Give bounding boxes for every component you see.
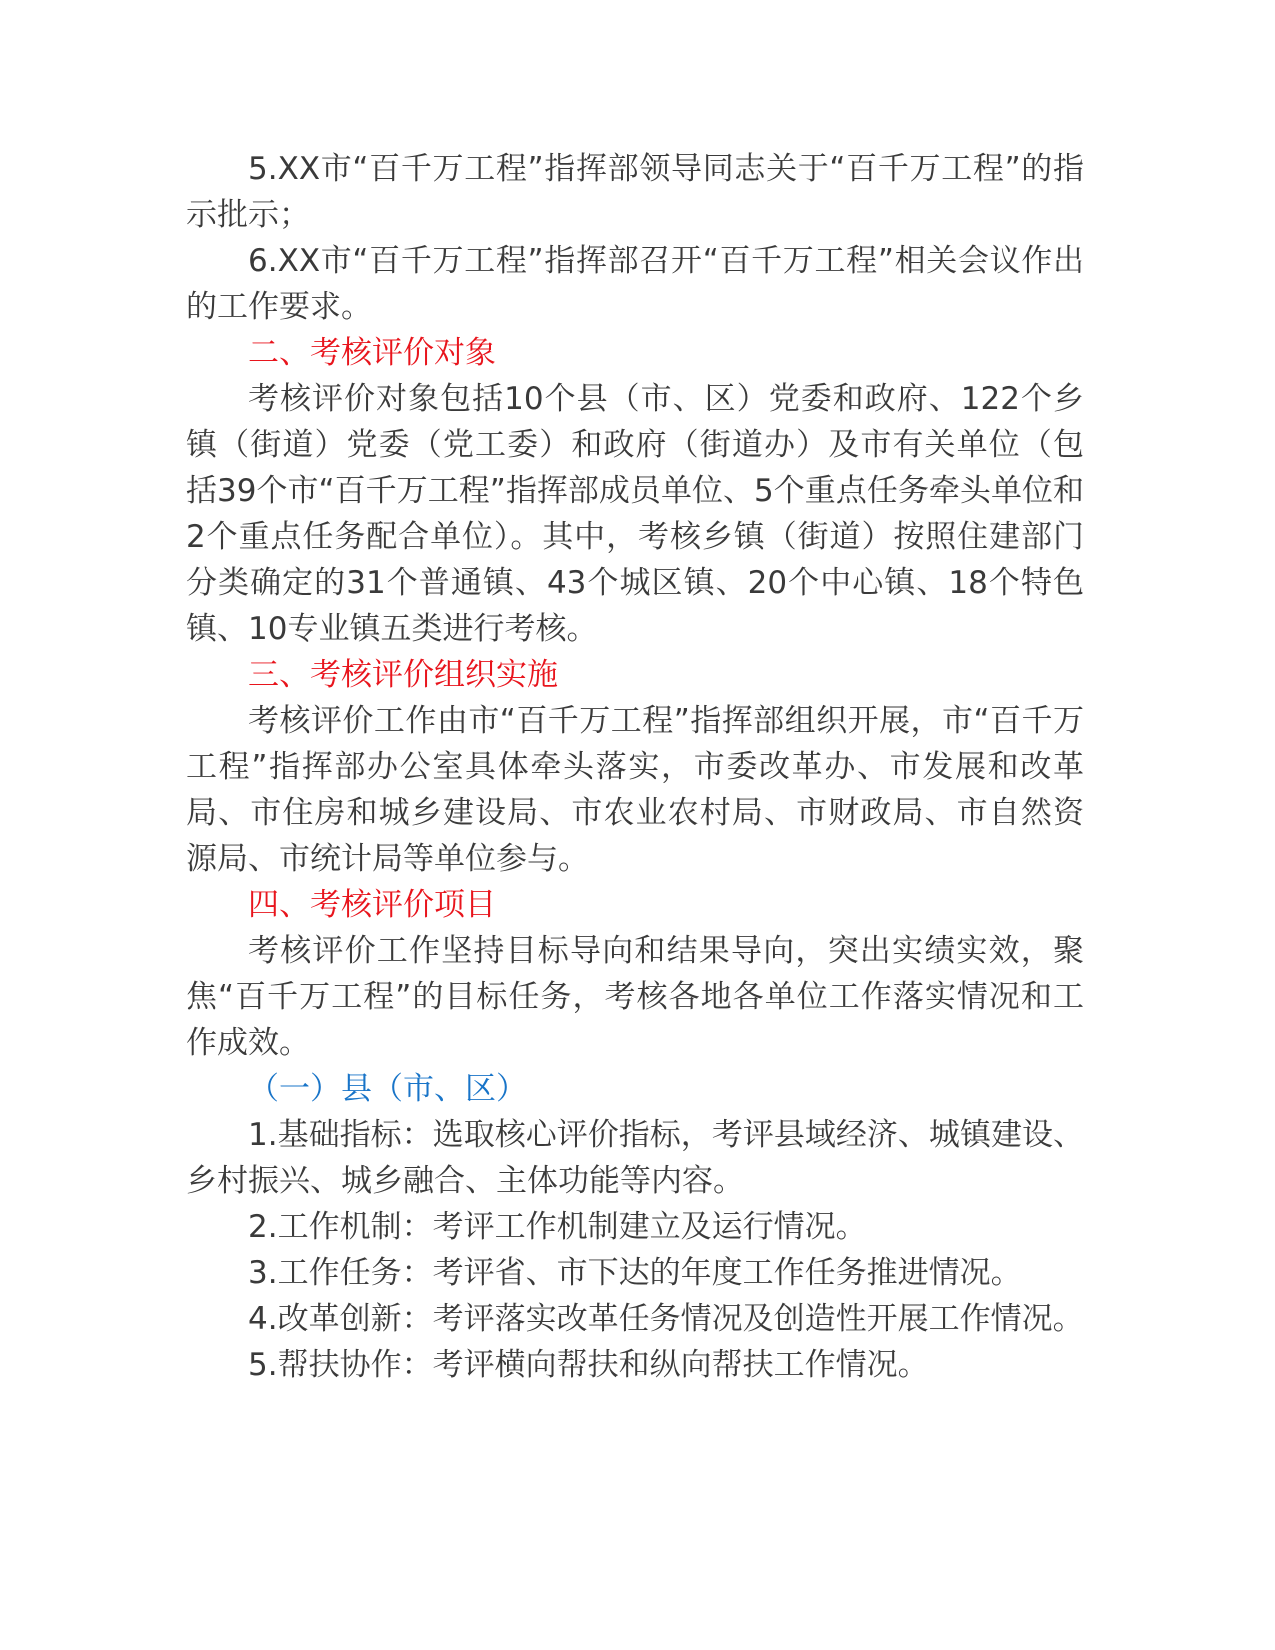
section-heading-2: 二、考核评价对象 [248, 335, 496, 371]
paragraph-evaluation-targets: 考核评价对象包括10个县（市、区）党委和政府、122个乡镇（街道）党委（党工委）和政府（街道办）及市有关单位（包括39个市“百千万工程”指挥部成员单位、5个重点任务牵头单位和2个重点任务配合单位）。其中，考核乡镇（街道）按照住建部门分类确定的31个普通镇、43个城区镇、20个中心镇、18个特色镇、10专业镇五类进行考核。 [186, 381, 1084, 647]
section-heading-4: 四、考核评价项目 [248, 887, 496, 923]
section-heading-3: 三、考核评价组织实施 [248, 657, 558, 693]
paragraph-organization: 考核评价工作由市“百千万工程”指挥部组织开展，市“百千万工程”指挥部办公室具体牵头落实，市委改革办、市发展和改革局、市住房和城乡建设局、市农业农村局、市财政局、市自然资源局、市统计局等单位参与。 [186, 703, 1084, 877]
list-item-work-mechanism: 2.工作机制：考评工作机制建立及运行情况。 [248, 1209, 867, 1245]
list-item-basic-indicators: 1.基础指标：选取核心评价指标，考评县域经济、城镇建设、乡村振兴、城乡融合、主体功能等内容。 [186, 1117, 1084, 1199]
subsection-heading-1: （一）县（市、区） [248, 1071, 527, 1107]
list-item-work-tasks: 3.工作任务：考评省、市下达的年度工作任务推进情况。 [248, 1255, 1022, 1291]
document-page [186, 146, 1084, 1388]
paragraph-item-5: 5.XX市“百千万工程”指挥部领导同志关于“百千万工程”的指示批示； [186, 151, 1084, 233]
list-item-reform-innovation: 4.改革创新：考评落实改革任务情况及创造性开展工作情况。 [248, 1301, 1084, 1337]
list-item-assistance-cooperation: 5.帮扶协作：考评横向帮扶和纵向帮扶工作情况。 [248, 1347, 929, 1383]
paragraph-item-6: 6.XX市“百千万工程”指挥部召开“百千万工程”相关会议作出的工作要求。 [186, 243, 1084, 325]
paragraph-evaluation-items: 考核评价工作坚持目标导向和结果导向，突出实绩实效，聚焦“百千万工程”的目标任务，考核各地各单位工作落实情况和工作成效。 [186, 933, 1084, 1061]
